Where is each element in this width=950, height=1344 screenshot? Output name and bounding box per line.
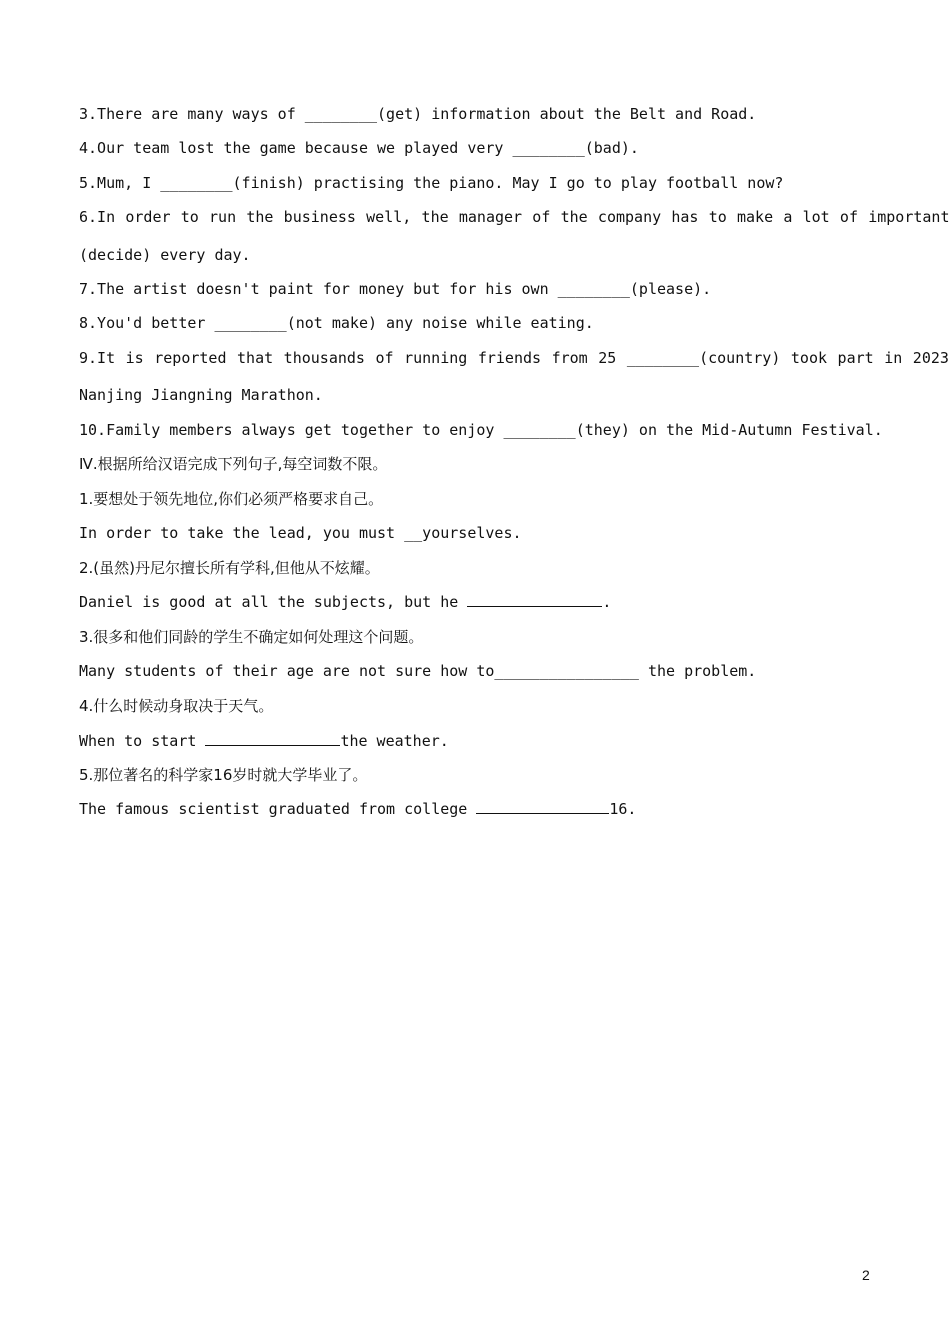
question-text: 8.You'd better bbox=[79, 314, 215, 332]
sentence-4-chinese: 4.什么时候动身取决于天气。 bbox=[79, 697, 274, 715]
section-4-heading: Ⅳ.根据所给汉语完成下列句子,每空词数不限。 bbox=[79, 455, 388, 473]
question-4 bbox=[79, 138, 639, 158]
sentence-2-english bbox=[79, 592, 611, 612]
question-9-line-1 bbox=[79, 348, 949, 368]
sentence-2-chinese: 2.(虽然)丹尼尔擅长所有学科,但他从不炫耀。 bbox=[79, 559, 380, 577]
question-text: 5.Mum, I bbox=[79, 174, 161, 192]
question-text: (they) on the Mid-Autumn Festival. bbox=[575, 421, 883, 439]
question-10 bbox=[79, 420, 883, 440]
sentence-1-chinese: 1.要想处于领先地位,你们必须严格要求自己。 bbox=[79, 490, 384, 508]
question-text: 7.The artist doesn't paint for money but for his own bbox=[79, 280, 558, 298]
sentence-1-english: In order to take the lead, you must __yourselves. bbox=[79, 524, 522, 542]
answer-blank[interactable]: ________ bbox=[304, 105, 378, 123]
sentence-4-english bbox=[79, 731, 449, 751]
question-5 bbox=[79, 173, 783, 193]
answer-blank[interactable] bbox=[467, 593, 602, 607]
sentence-3-chinese: 3.很多和他们同龄的学生不确定如何处理这个问题。 bbox=[79, 628, 424, 646]
question-text: (get) information about the Belt and Road. bbox=[377, 105, 757, 123]
sentence-text: When to start bbox=[79, 732, 206, 750]
question-8 bbox=[79, 313, 594, 333]
question-text: (not make) any noise while eating. bbox=[286, 314, 594, 332]
answer-blank[interactable]: ________ bbox=[160, 174, 233, 192]
sentence-text: Many students of their age are not sure how to bbox=[79, 662, 495, 680]
question-7 bbox=[79, 279, 711, 299]
question-text: 10.Family members always get together to enjoy bbox=[79, 421, 504, 439]
question-text: 4.Our team lost the game because we played very bbox=[79, 139, 513, 157]
answer-blank[interactable]: ________ bbox=[626, 349, 700, 367]
question-text: (please). bbox=[629, 280, 712, 298]
sentence-text: The famous scientist graduated from college bbox=[79, 800, 477, 818]
answer-blank[interactable] bbox=[205, 732, 340, 746]
question-text: 3.There are many ways of bbox=[79, 105, 305, 123]
question-text: (finish) practising the piano. May I go to play football now? bbox=[232, 174, 784, 192]
answer-blank[interactable]: ________ bbox=[512, 139, 585, 157]
question-text: 9.It is reported that thousands of running friends from 25 bbox=[79, 349, 627, 367]
sentence-5-chinese: 5.那位著名的科学家16岁时就大学毕业了。 bbox=[79, 766, 368, 784]
question-text: (country) took part in 2023 bbox=[699, 349, 949, 367]
sentence-text: 16. bbox=[609, 800, 637, 818]
sentence-text: . bbox=[602, 593, 612, 611]
page-number: 2 bbox=[862, 1267, 870, 1283]
sentence-text: Daniel is good at all the subjects, but he bbox=[79, 593, 468, 611]
question-9-line-2: Nanjing Jiangning Marathon. bbox=[79, 386, 323, 404]
answer-blank[interactable]: ________ bbox=[214, 314, 287, 332]
answer-blank[interactable]: ________ bbox=[503, 421, 576, 439]
sentence-text: the weather. bbox=[340, 732, 449, 750]
answer-blank[interactable] bbox=[476, 800, 609, 814]
sentence-3-english bbox=[79, 661, 756, 681]
question-3 bbox=[79, 104, 756, 124]
answer-blank[interactable]: ________ bbox=[557, 280, 630, 298]
question-6-line-1: 6.In order to run the business well, the manager of the company has to make a lot of important bbox=[79, 208, 950, 226]
question-text: (bad). bbox=[584, 139, 639, 157]
question-6-line-2: (decide) every day. bbox=[79, 246, 251, 264]
sentence-5-english bbox=[79, 799, 636, 819]
sentence-text: the problem. bbox=[638, 662, 757, 680]
answer-blank[interactable]: ________________ bbox=[494, 662, 639, 680]
